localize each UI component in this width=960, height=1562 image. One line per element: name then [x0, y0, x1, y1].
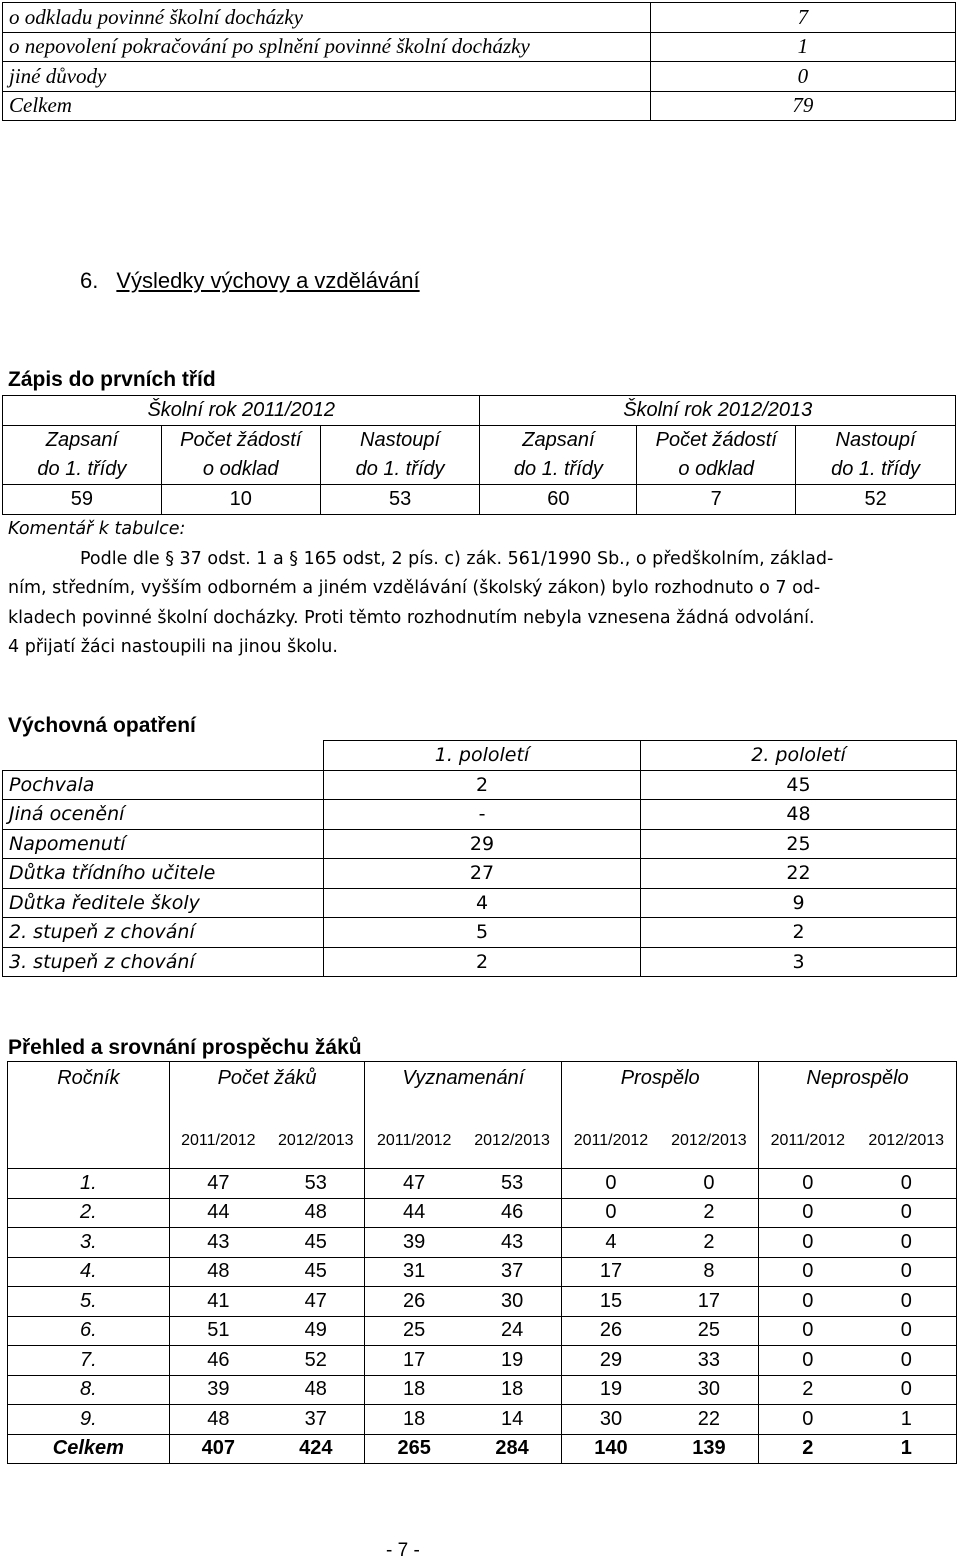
results-cell: 48 — [267, 1375, 365, 1405]
measure-label: 2. stupeň z chování — [3, 918, 324, 948]
results-column-header: Ročník — [8, 1062, 170, 1169]
reason-label: Celkem — [3, 91, 651, 121]
column-header — [161, 426, 320, 485]
results-cell: 0 — [759, 1405, 857, 1435]
results-cell: 2 — [660, 1198, 759, 1228]
year-subheader: 2011/2012 — [759, 1114, 857, 1169]
comment-line: kladech povinné školní docházky. Proti těmto rozhodnutím nebyla vznesena žádná odvolání. — [8, 607, 815, 628]
year-subheader: 2011/2012 — [169, 1114, 267, 1169]
results-cell: 51 — [169, 1316, 267, 1346]
comment-line: ním, středním, vyšším odborném a jiném vzdělávání (školský zákon) bylo rozhodnuto o 7 od- — [8, 578, 821, 598]
column-header — [3, 426, 162, 485]
results-cell: 0 — [759, 1316, 857, 1346]
results-cell: 0 — [759, 1287, 857, 1317]
total-cell: 1 — [857, 1434, 957, 1464]
year-subheader: 2012/2013 — [857, 1114, 957, 1169]
results-cell: 45 — [267, 1228, 365, 1258]
table-row — [8, 1316, 957, 1346]
table-row — [8, 1375, 957, 1405]
results-cell: 17 — [660, 1287, 759, 1317]
results-cell: 44 — [169, 1198, 267, 1228]
column-header-line: Zapsaní — [522, 429, 595, 451]
measure-label: Pochvala — [3, 770, 324, 800]
reason-value: 1 — [650, 32, 955, 62]
results-cell: 0 — [759, 1228, 857, 1258]
results-cell: 0 — [857, 1169, 957, 1199]
total-cell: 424 — [267, 1434, 365, 1464]
reason-value: 79 — [650, 91, 955, 121]
measure-value-term2: 48 — [641, 800, 957, 830]
reason-label: o odkladu povinné školní docházky — [3, 3, 651, 33]
section-title: Výsledky výchovy a vzdělávání — [116, 268, 420, 293]
table-row — [3, 770, 957, 800]
results-cell: 18 — [463, 1375, 562, 1405]
table-row — [8, 1257, 957, 1287]
reason-value: 7 — [650, 3, 955, 33]
comment-label: Komentář k tabulce: — [8, 519, 186, 539]
results-cell: 53 — [463, 1169, 562, 1199]
measure-label: Důtka třídního učitele — [3, 859, 324, 889]
table-row — [3, 32, 956, 62]
table-row — [3, 829, 957, 859]
discipline-heading: Výchovná opatření — [8, 714, 196, 737]
total-cell: 140 — [562, 1434, 660, 1464]
column-header — [480, 426, 637, 485]
year-subheader: 2011/2012 — [365, 1114, 463, 1169]
measure-value-term2: 45 — [641, 770, 957, 800]
grade-label: 3. — [8, 1228, 170, 1258]
empty-cell — [3, 741, 324, 771]
results-table — [7, 1061, 957, 1464]
discipline-table — [2, 740, 957, 977]
results-cell: 19 — [562, 1375, 660, 1405]
table-row — [3, 859, 957, 889]
results-cell: 0 — [857, 1198, 957, 1228]
measure-label: 3. stupeň z chování — [3, 947, 324, 977]
results-cell: 48 — [169, 1257, 267, 1287]
column-header-line: do 1. třídy — [355, 458, 445, 480]
column-header — [637, 426, 796, 485]
measure-value-term2: 25 — [641, 829, 957, 859]
results-cell: 0 — [857, 1228, 957, 1258]
results-cell: 0 — [857, 1287, 957, 1317]
measure-value-term1: 2 — [324, 947, 641, 977]
year-subheader: 2012/2013 — [267, 1114, 365, 1169]
results-cell: 43 — [463, 1228, 562, 1258]
results-cell: 22 — [660, 1405, 759, 1435]
results-heading: Přehled a srovnání prospěchu žáků — [8, 1036, 362, 1059]
results-cell: 25 — [365, 1316, 463, 1346]
column-header-line: do 1. třídy — [831, 458, 921, 480]
results-cell: 41 — [169, 1287, 267, 1317]
results-cell: 17 — [365, 1346, 463, 1376]
grade-label: 2. — [8, 1198, 170, 1228]
results-cell: 2 — [660, 1228, 759, 1258]
table-row — [8, 1228, 957, 1258]
results-cell: 14 — [463, 1405, 562, 1435]
results-cell: 0 — [857, 1316, 957, 1346]
column-header — [320, 426, 480, 485]
measure-value-term1: 2 — [324, 770, 641, 800]
results-cell: 24 — [463, 1316, 562, 1346]
results-column-header: Prospělo — [562, 1062, 759, 1114]
table-row — [8, 1198, 957, 1228]
column-header-line: do 1. třídy — [37, 458, 127, 480]
measure-value-term1: 4 — [324, 888, 641, 918]
results-cell: 45 — [267, 1257, 365, 1287]
total-cell: 407 — [169, 1434, 267, 1464]
results-cell: 8 — [660, 1257, 759, 1287]
column-header-line: do 1. třídy — [513, 458, 603, 480]
column-header-line: o odklad — [202, 458, 279, 480]
measure-value-term1: - — [324, 800, 641, 830]
table-row — [8, 1346, 957, 1376]
page-number: - 7 - — [386, 1540, 420, 1561]
results-cell: 0 — [857, 1346, 957, 1376]
results-cell: 18 — [365, 1375, 463, 1405]
results-cell: 0 — [759, 1346, 857, 1376]
results-cell: 46 — [169, 1346, 267, 1376]
results-cell: 46 — [463, 1198, 562, 1228]
year-header: Školní rok 2012/2013 — [480, 396, 956, 426]
enrollment-value: 53 — [320, 485, 480, 515]
term-header: 1. pololetí — [324, 741, 641, 771]
results-cell: 37 — [463, 1257, 562, 1287]
total-label: Celkem — [8, 1434, 170, 1464]
table-row — [3, 3, 956, 33]
results-cell: 33 — [660, 1346, 759, 1376]
results-cell: 0 — [759, 1198, 857, 1228]
measure-value-term2: 3 — [641, 947, 957, 977]
column-header-line: Nastoupí — [835, 429, 916, 451]
results-cell: 44 — [365, 1198, 463, 1228]
results-cell: 43 — [169, 1228, 267, 1258]
column-header-line: Počet žádostí — [655, 429, 777, 451]
results-cell: 30 — [562, 1405, 660, 1435]
results-cell: 0 — [660, 1169, 759, 1199]
grade-label: 9. — [8, 1405, 170, 1435]
results-column-header: Vyznamenání — [365, 1062, 562, 1114]
results-cell: 30 — [660, 1375, 759, 1405]
column-header-line: Zapsaní — [45, 429, 119, 451]
measure-label: Napomenutí — [3, 829, 324, 859]
table-row — [3, 947, 957, 977]
table-row — [8, 1405, 957, 1435]
results-cell: 15 — [562, 1287, 660, 1317]
enrollment-value: 60 — [480, 485, 637, 515]
reason-label: jiné důvody — [3, 62, 651, 92]
results-cell: 29 — [562, 1346, 660, 1376]
results-cell: 48 — [267, 1198, 365, 1228]
measure-label: Jiná ocenění — [3, 800, 324, 830]
comment-block — [8, 515, 952, 663]
comment-line: 4 přijatí žáci nastoupili na jinou školu. — [8, 637, 338, 657]
table-row — [8, 1169, 957, 1199]
table-row — [3, 62, 956, 92]
results-cell: 0 — [857, 1375, 957, 1405]
results-column-header: Neprospělo — [759, 1062, 957, 1114]
results-cell: 37 — [267, 1405, 365, 1435]
measure-value-term1: 29 — [324, 829, 641, 859]
grade-label: 8. — [8, 1375, 170, 1405]
results-cell: 0 — [759, 1169, 857, 1199]
results-cell: 17 — [562, 1257, 660, 1287]
section-heading — [80, 268, 420, 294]
reason-label: o nepovolení pokračování po splnění povinné školní docházky — [3, 32, 651, 62]
results-cell: 0 — [562, 1169, 660, 1199]
enrollment-value: 7 — [637, 485, 796, 515]
total-cell: 265 — [365, 1434, 463, 1464]
enrollment-value: 10 — [161, 485, 320, 515]
measure-label: Důtka ředitele školy — [3, 888, 324, 918]
table-row — [8, 1287, 957, 1317]
results-cell: 1 — [857, 1405, 957, 1435]
results-cell: 47 — [267, 1287, 365, 1317]
column-header-line: o odklad — [678, 458, 755, 480]
enrollment-value: 59 — [3, 485, 162, 515]
results-cell: 52 — [267, 1346, 365, 1376]
results-cell: 18 — [365, 1405, 463, 1435]
table-row — [3, 91, 956, 121]
term-header: 2. pololetí — [641, 741, 957, 771]
results-cell: 4 — [562, 1228, 660, 1258]
results-cell: 47 — [365, 1169, 463, 1199]
grade-label: 6. — [8, 1316, 170, 1346]
results-cell: 26 — [562, 1316, 660, 1346]
results-cell: 0 — [562, 1198, 660, 1228]
total-cell: 2 — [759, 1434, 857, 1464]
results-cell: 47 — [169, 1169, 267, 1199]
results-cell: 0 — [759, 1257, 857, 1287]
table-row — [3, 800, 957, 830]
results-cell: 26 — [365, 1287, 463, 1317]
column-header-line: Nastoupí — [360, 429, 441, 451]
results-cell: 30 — [463, 1287, 562, 1317]
year-header: Školní rok 2011/2012 — [3, 396, 480, 426]
total-cell: 139 — [660, 1434, 759, 1464]
column-header — [796, 426, 956, 485]
results-cell: 2 — [759, 1375, 857, 1405]
grade-label: 4. — [8, 1257, 170, 1287]
results-cell: 0 — [857, 1257, 957, 1287]
measure-value-term2: 2 — [641, 918, 957, 948]
table-row — [3, 918, 957, 948]
results-cell: 19 — [463, 1346, 562, 1376]
results-column-header: Počet žáků — [169, 1062, 365, 1114]
reasons-table — [2, 2, 956, 121]
grade-label: 1. — [8, 1169, 170, 1199]
total-cell: 284 — [463, 1434, 562, 1464]
enrollment-table — [2, 395, 956, 515]
year-subheader: 2011/2012 — [562, 1114, 660, 1169]
results-cell: 48 — [169, 1405, 267, 1435]
grade-label: 5. — [8, 1287, 170, 1317]
results-cell: 53 — [267, 1169, 365, 1199]
reason-value: 0 — [650, 62, 955, 92]
grade-label: 7. — [8, 1346, 170, 1376]
year-subheader: 2012/2013 — [463, 1114, 562, 1169]
results-cell: 25 — [660, 1316, 759, 1346]
measure-value-term2: 22 — [641, 859, 957, 889]
enrollment-value: 52 — [796, 485, 956, 515]
results-cell: 39 — [169, 1375, 267, 1405]
measure-value-term1: 27 — [324, 859, 641, 889]
enrollment-heading: Zápis do prvních tříd — [8, 368, 216, 391]
total-row — [8, 1434, 957, 1464]
comment-line: Podle dle § 37 odst. 1 a § 165 odst, 2 pís. c) zák. 561/1990 Sb., o předškolním, základ- — [80, 548, 834, 569]
measure-value-term1: 5 — [324, 918, 641, 948]
results-cell: 31 — [365, 1257, 463, 1287]
table-row — [3, 888, 957, 918]
year-subheader: 2012/2013 — [660, 1114, 759, 1169]
column-header-line: Počet žádostí — [180, 429, 302, 451]
section-number: 6. — [80, 268, 99, 293]
results-cell: 49 — [267, 1316, 365, 1346]
results-cell: 39 — [365, 1228, 463, 1258]
measure-value-term2: 9 — [641, 888, 957, 918]
